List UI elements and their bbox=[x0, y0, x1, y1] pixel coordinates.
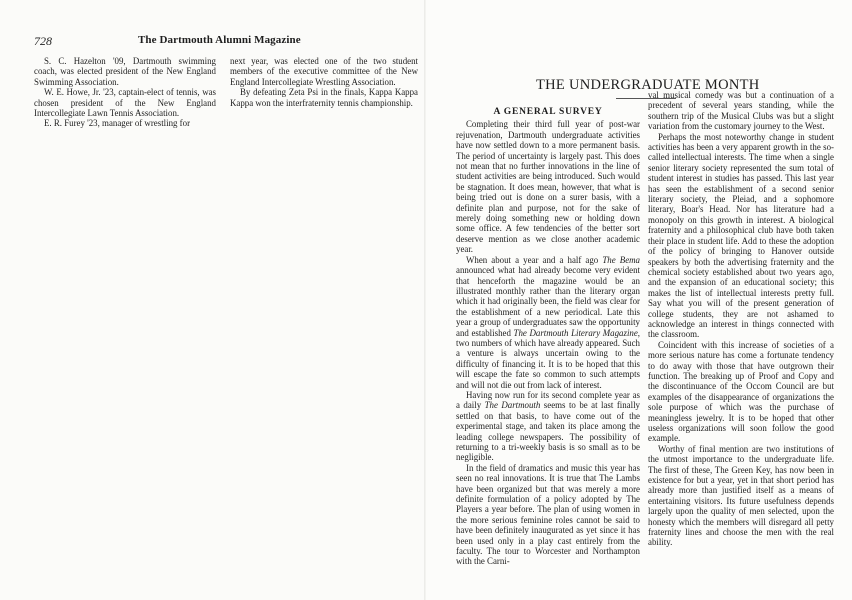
paragraph: Completing their third full year of post-war rejuvenation, Dartmouth undergraduate activities have now settled down to a more permanent basis. The period of uncertainty is largely past. This does not mean that no further innovations in the line of student activities are being introduced. Such would be stagnation. It does mean, however, that what is being tried out is done on a surer basis, with a definite plan and purpose, not for the sake of merely doing something new or holding down some office. A few tendencies of the better sort deserve mention as we close another academic year. bbox=[456, 119, 640, 255]
text-run: When about a year and a half ago bbox=[466, 254, 603, 265]
subheading: A GENERAL SURVEY bbox=[493, 107, 603, 117]
left-column-2 bbox=[230, 56, 418, 108]
paragraph: Coincident with this increase of societies of a more serious nature has come a fortunate tendency to do away with those that have outgrown their function. The breaking up of Proof and Copy and the discontinuance of the Occom Council are but examples of the disappearance of organizations the sole purpose of which was the purchase of meaningless jewelry. It is to be hoped that other useless organizations will soon follow the good example. bbox=[648, 339, 834, 444]
right-column-2 bbox=[648, 90, 834, 548]
text-run: Having now run for its second complete year as a daily bbox=[456, 389, 640, 411]
paragraph bbox=[456, 390, 640, 463]
page-number: 728 bbox=[34, 34, 52, 48]
left-column-1 bbox=[34, 56, 216, 129]
running-title: The Dartmouth Alumni Magazine bbox=[138, 34, 301, 46]
paragraph: W. E. Howe, Jr. '23, captain-elect of tennis, was chosen president of the New England Intercollegiate Lawn Tennis Association. bbox=[34, 87, 216, 119]
publication-name: The Dartmouth Literary Magazine bbox=[513, 327, 638, 338]
paragraph: next year, was elected one of the two student members of the executive committee of the New England Intercollegiate Wrestling Association. bbox=[230, 56, 418, 87]
paragraph: In the field of dramatics and music this year has seen no real innovations. It is true that The Lambs have been organized but that was merely a more definite formulation of a policy adopted by The Players a year before. The plan of using women in the more serious feminine roles cannot be said to have been definitely inaugurated as yet since it has been used only in a play cast entirely from the faculty. The tour to Worcester and Northampton with the Carni- bbox=[456, 462, 640, 567]
paragraph: val musical comedy was but a continuation of a precedent of several years standing, while the southern trip of the Musical Clubs was but a slight variation from the customary journey to the West. bbox=[648, 90, 834, 132]
paragraph: By defeating Zeta Psi in the finals, Kappa Kappa Kappa won the interfraternity tennis championship. bbox=[230, 87, 418, 108]
publication-name: The Dartmouth bbox=[484, 400, 541, 411]
paragraph: Perhaps the most noteworthy change in student activities has been a very apparent growth in the so-called intellectual interests. The time when a single senior literary society represented the sum total of student interest in studies has passed. This last year has seen the establishment of a second senior literary society, the Pleiad, and a sophomore literary, Boar's Head. Nor has literature had a monopoly on this growth in interest. A biological fraternity and a philosophical club have both taken their place in student life. Add to these the adoption of the policy of bringing to Hanover outside speakers by both the advertising fraternity and the chemical society established about two years ago, and the expansion of an educational society; this makes the list of intellectual interests pretty full. Say what you will of the present generation of college students, they are not ashamed to acknowledge an interest in things connected with the classroom. bbox=[648, 131, 834, 340]
paragraph: E. R. Furey '23, manager of wrestling for bbox=[44, 118, 191, 129]
publication-name: The Bema bbox=[602, 254, 640, 265]
left-page-header bbox=[34, 34, 412, 48]
paragraph bbox=[456, 255, 640, 390]
paragraph: S. C. Hazelton '09, Dartmouth swimming coach, was elected president of the New England Swimming Association. bbox=[34, 56, 216, 87]
section-title: THE UNDERGRADUATE MONTH bbox=[536, 77, 760, 93]
text-run: , two numbers of which have already appeared. Such a venture is always uncertain owing to the difficulty of financing it. It is to be hoped that this will escape the fate so common to such attempts and will not die out from lack of interest. bbox=[456, 327, 641, 390]
right-page bbox=[426, 0, 852, 600]
right-column-1 bbox=[456, 107, 640, 567]
text-run: announced what had already become very evident that henceforth the magazine would be an illustrated monthly rather than the literary organ which it had originally been, the field was clear for the establishment of a new periodical. Late this year a group of undergraduates saw the opportunity and established bbox=[456, 265, 640, 338]
paragraph: Worthy of final mention are two institutions of the utmost importance to the undergraduate life. The first of these, The Green Key, has now been in existence for but a year, yet in that short period has already more than justified itself as a means of entertaining visitors. Its future usefulness depends largely upon the quality of men selected, upon the honesty which the members will disregard all petty fraternity lines and choose the men with the real ability. bbox=[648, 443, 834, 548]
text-run: seems to be at last finally settled on that basis, to have come out of the experimental stage, and taken its place among the leading college newspapers. The possibility of returning to a tri-weekly basis is so small as to be negligible. bbox=[456, 400, 640, 463]
